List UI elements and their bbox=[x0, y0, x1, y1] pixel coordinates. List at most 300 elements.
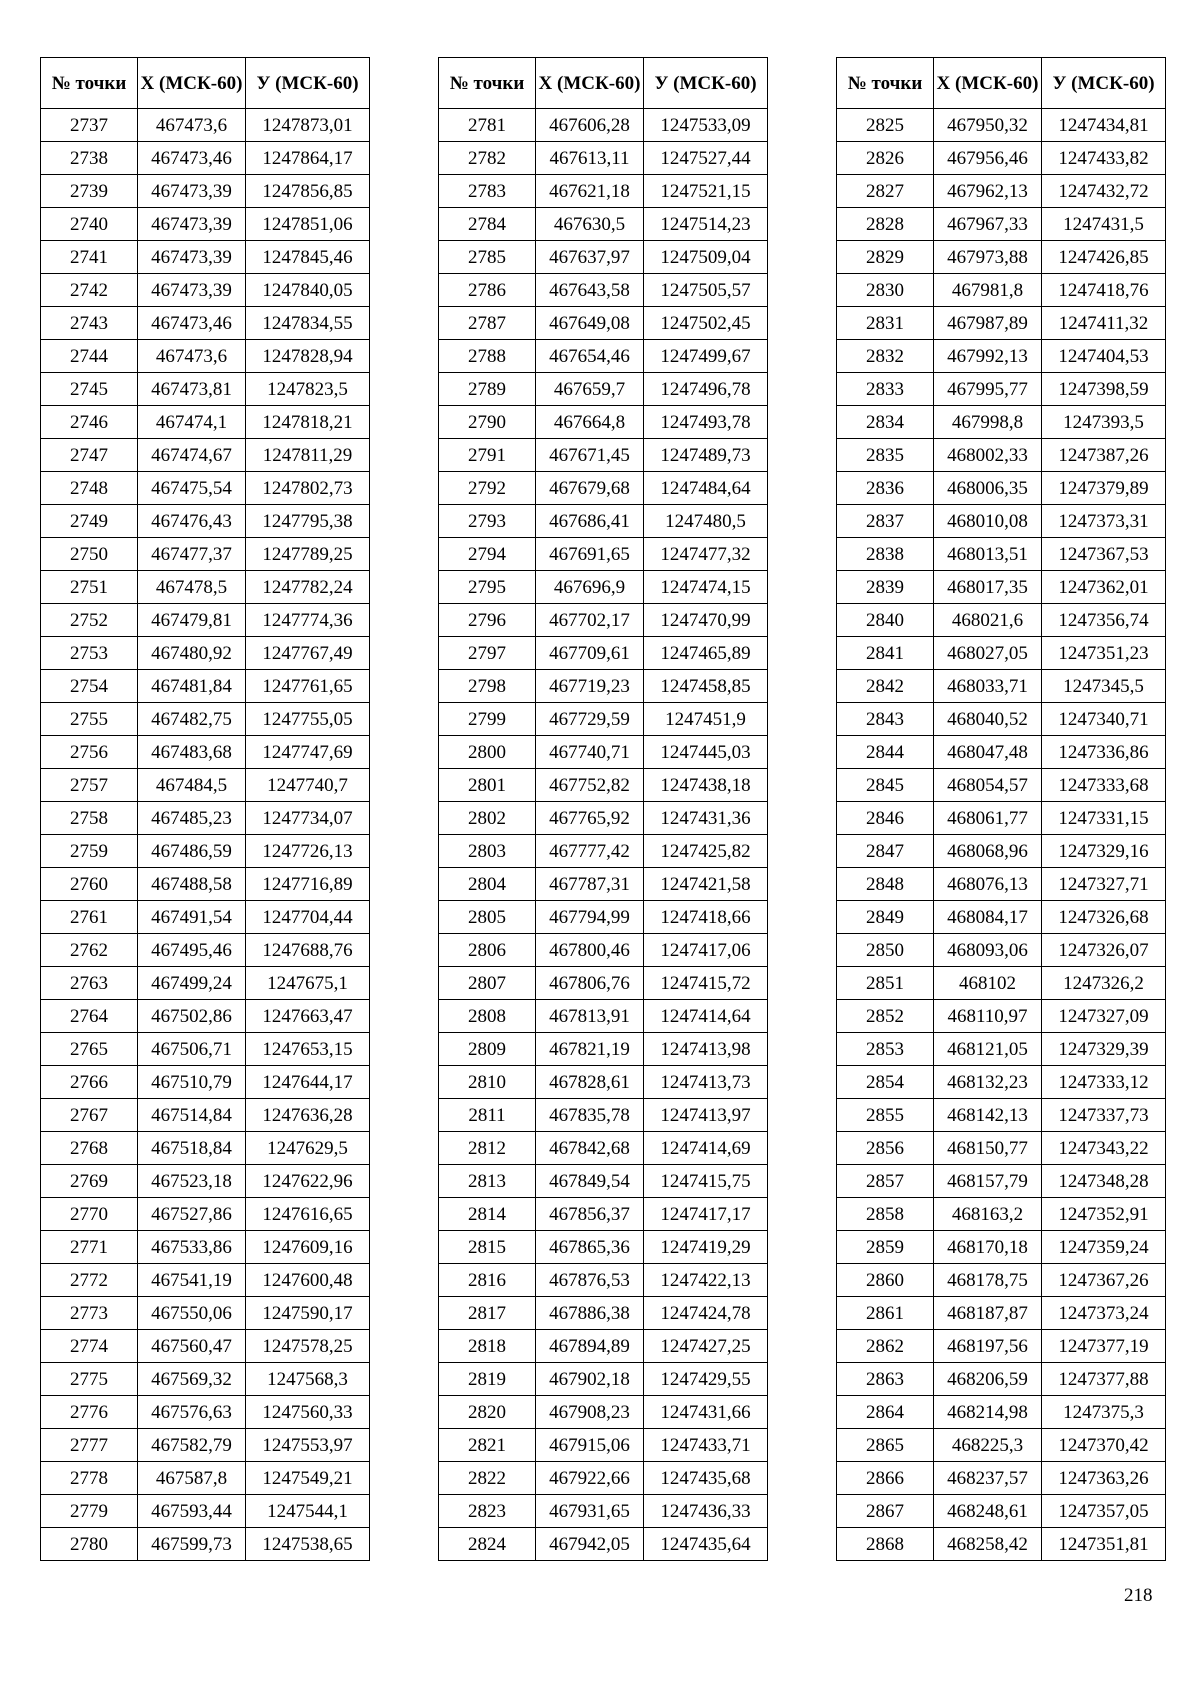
table-row bbox=[837, 274, 1166, 307]
table-row bbox=[41, 1066, 370, 1099]
table-row bbox=[41, 109, 370, 142]
cell-point-number: 2862 bbox=[837, 1330, 934, 1363]
cell-y-coordinate: 1247663,47 bbox=[246, 1000, 370, 1033]
cell-y-coordinate: 1247414,69 bbox=[644, 1132, 768, 1165]
cell-y-coordinate: 1247761,65 bbox=[246, 670, 370, 703]
cell-point-number: 2839 bbox=[837, 571, 934, 604]
cell-point-number: 2770 bbox=[41, 1198, 138, 1231]
cell-point-number: 2820 bbox=[439, 1396, 536, 1429]
cell-y-coordinate: 1247629,5 bbox=[246, 1132, 370, 1165]
cell-point-number: 2813 bbox=[439, 1165, 536, 1198]
cell-point-number: 2746 bbox=[41, 406, 138, 439]
table-row bbox=[439, 1132, 768, 1165]
cell-y-coordinate: 1247326,07 bbox=[1042, 934, 1166, 967]
table-row bbox=[41, 340, 370, 373]
table-row bbox=[439, 1363, 768, 1396]
cell-x-coordinate: 467950,32 bbox=[934, 109, 1042, 142]
cell-y-coordinate: 1247704,44 bbox=[246, 901, 370, 934]
cell-point-number: 2841 bbox=[837, 637, 934, 670]
table-row bbox=[439, 967, 768, 1000]
cell-y-coordinate: 1247509,04 bbox=[644, 241, 768, 274]
cell-x-coordinate: 468027,05 bbox=[934, 637, 1042, 670]
cell-x-coordinate: 468068,96 bbox=[934, 835, 1042, 868]
cell-x-coordinate: 467849,54 bbox=[536, 1165, 644, 1198]
cell-y-coordinate: 1247851,06 bbox=[246, 208, 370, 241]
cell-x-coordinate: 468013,51 bbox=[934, 538, 1042, 571]
cell-x-coordinate: 467740,71 bbox=[536, 736, 644, 769]
table-row bbox=[837, 1231, 1166, 1264]
cell-y-coordinate: 1247331,15 bbox=[1042, 802, 1166, 835]
cell-y-coordinate: 1247367,53 bbox=[1042, 538, 1166, 571]
cell-x-coordinate: 467902,18 bbox=[536, 1363, 644, 1396]
table-row bbox=[439, 1528, 768, 1561]
cell-point-number: 2806 bbox=[439, 934, 536, 967]
cell-y-coordinate: 1247514,23 bbox=[644, 208, 768, 241]
cell-point-number: 2737 bbox=[41, 109, 138, 142]
cell-x-coordinate: 468033,71 bbox=[934, 670, 1042, 703]
cell-point-number: 2775 bbox=[41, 1363, 138, 1396]
table-row bbox=[439, 109, 768, 142]
cell-point-number: 2749 bbox=[41, 505, 138, 538]
table-row bbox=[837, 1363, 1166, 1396]
table-row bbox=[439, 670, 768, 703]
cell-x-coordinate: 467473,39 bbox=[138, 208, 246, 241]
cell-point-number: 2844 bbox=[837, 736, 934, 769]
cell-x-coordinate: 467967,33 bbox=[934, 208, 1042, 241]
cell-y-coordinate: 1247549,21 bbox=[246, 1462, 370, 1495]
cell-x-coordinate: 467474,67 bbox=[138, 439, 246, 472]
cell-point-number: 2867 bbox=[837, 1495, 934, 1528]
cell-point-number: 2854 bbox=[837, 1066, 934, 1099]
cell-x-coordinate: 467599,73 bbox=[138, 1528, 246, 1561]
cell-y-coordinate: 1247326,2 bbox=[1042, 967, 1166, 1000]
cell-point-number: 2765 bbox=[41, 1033, 138, 1066]
cell-x-coordinate: 468121,05 bbox=[934, 1033, 1042, 1066]
cell-point-number: 2766 bbox=[41, 1066, 138, 1099]
cell-x-coordinate: 467709,61 bbox=[536, 637, 644, 670]
table-header-row bbox=[837, 58, 1166, 109]
table-row bbox=[41, 1429, 370, 1462]
table-row bbox=[41, 604, 370, 637]
cell-point-number: 2774 bbox=[41, 1330, 138, 1363]
table-row bbox=[837, 703, 1166, 736]
table-row bbox=[439, 406, 768, 439]
cell-x-coordinate: 467813,91 bbox=[536, 1000, 644, 1033]
cell-point-number: 2767 bbox=[41, 1099, 138, 1132]
cell-point-number: 2850 bbox=[837, 934, 934, 967]
cell-x-coordinate: 468102 bbox=[934, 967, 1042, 1000]
cell-y-coordinate: 1247427,25 bbox=[644, 1330, 768, 1363]
cell-x-coordinate: 467649,08 bbox=[536, 307, 644, 340]
table-row bbox=[439, 802, 768, 835]
cell-point-number: 2807 bbox=[439, 967, 536, 1000]
cell-point-number: 2868 bbox=[837, 1528, 934, 1561]
cell-y-coordinate: 1247828,94 bbox=[246, 340, 370, 373]
cell-x-coordinate: 467922,66 bbox=[536, 1462, 644, 1495]
cell-point-number: 2815 bbox=[439, 1231, 536, 1264]
table-row bbox=[41, 1297, 370, 1330]
table-row bbox=[41, 142, 370, 175]
cell-y-coordinate: 1247538,65 bbox=[246, 1528, 370, 1561]
cell-y-coordinate: 1247362,01 bbox=[1042, 571, 1166, 604]
cell-x-coordinate: 467491,54 bbox=[138, 901, 246, 934]
cell-x-coordinate: 467474,1 bbox=[138, 406, 246, 439]
table-row bbox=[837, 1264, 1166, 1297]
cell-x-coordinate: 468197,56 bbox=[934, 1330, 1042, 1363]
cell-point-number: 2823 bbox=[439, 1495, 536, 1528]
cell-y-coordinate: 1247415,72 bbox=[644, 967, 768, 1000]
table-row bbox=[837, 505, 1166, 538]
cell-x-coordinate: 467686,41 bbox=[536, 505, 644, 538]
cell-point-number: 2752 bbox=[41, 604, 138, 637]
cell-x-coordinate: 467664,8 bbox=[536, 406, 644, 439]
cell-y-coordinate: 1247425,82 bbox=[644, 835, 768, 868]
cell-x-coordinate: 468021,6 bbox=[934, 604, 1042, 637]
cell-y-coordinate: 1247493,78 bbox=[644, 406, 768, 439]
table-row bbox=[439, 307, 768, 340]
table-row bbox=[41, 1132, 370, 1165]
cell-point-number: 2810 bbox=[439, 1066, 536, 1099]
cell-point-number: 2836 bbox=[837, 472, 934, 505]
cell-y-coordinate: 1247393,5 bbox=[1042, 406, 1166, 439]
table-row bbox=[439, 439, 768, 472]
cell-y-coordinate: 1247470,99 bbox=[644, 604, 768, 637]
cell-x-coordinate: 467480,92 bbox=[138, 637, 246, 670]
page-number: 218 bbox=[1124, 1585, 1153, 1606]
table-row bbox=[837, 637, 1166, 670]
cell-point-number: 2821 bbox=[439, 1429, 536, 1462]
table-row bbox=[41, 769, 370, 802]
cell-x-coordinate: 468093,06 bbox=[934, 934, 1042, 967]
cell-y-coordinate: 1247435,64 bbox=[644, 1528, 768, 1561]
table-row bbox=[439, 1429, 768, 1462]
cell-point-number: 2779 bbox=[41, 1495, 138, 1528]
table-row bbox=[41, 1198, 370, 1231]
cell-x-coordinate: 467794,99 bbox=[536, 901, 644, 934]
cell-point-number: 2741 bbox=[41, 241, 138, 274]
cell-point-number: 2863 bbox=[837, 1363, 934, 1396]
cell-point-number: 2814 bbox=[439, 1198, 536, 1231]
cell-y-coordinate: 1247834,55 bbox=[246, 307, 370, 340]
cell-point-number: 2853 bbox=[837, 1033, 934, 1066]
table-row bbox=[41, 505, 370, 538]
cell-y-coordinate: 1247333,68 bbox=[1042, 769, 1166, 802]
cell-point-number: 2791 bbox=[439, 439, 536, 472]
cell-point-number: 2796 bbox=[439, 604, 536, 637]
cell-x-coordinate: 467606,28 bbox=[536, 109, 644, 142]
table-row bbox=[439, 1396, 768, 1429]
cell-y-coordinate: 1247747,69 bbox=[246, 736, 370, 769]
cell-point-number: 2842 bbox=[837, 670, 934, 703]
table-row bbox=[837, 1066, 1166, 1099]
cell-y-coordinate: 1247404,53 bbox=[1042, 340, 1166, 373]
cell-y-coordinate: 1247432,72 bbox=[1042, 175, 1166, 208]
cell-point-number: 2851 bbox=[837, 967, 934, 1000]
table-row bbox=[837, 109, 1166, 142]
table-row bbox=[41, 1330, 370, 1363]
cell-point-number: 2764 bbox=[41, 1000, 138, 1033]
cell-point-number: 2799 bbox=[439, 703, 536, 736]
table-row bbox=[41, 835, 370, 868]
cell-x-coordinate: 467702,17 bbox=[536, 604, 644, 637]
cell-x-coordinate: 467473,39 bbox=[138, 274, 246, 307]
cell-x-coordinate: 467876,53 bbox=[536, 1264, 644, 1297]
cell-point-number: 2743 bbox=[41, 307, 138, 340]
cell-y-coordinate: 1247734,07 bbox=[246, 802, 370, 835]
cell-point-number: 2776 bbox=[41, 1396, 138, 1429]
table-row bbox=[41, 670, 370, 703]
table-row bbox=[837, 1198, 1166, 1231]
cell-y-coordinate: 1247375,3 bbox=[1042, 1396, 1166, 1429]
table-row bbox=[439, 1165, 768, 1198]
table-row bbox=[837, 439, 1166, 472]
cell-point-number: 2755 bbox=[41, 703, 138, 736]
table-row bbox=[837, 241, 1166, 274]
cell-x-coordinate: 467987,89 bbox=[934, 307, 1042, 340]
cell-y-coordinate: 1247431,66 bbox=[644, 1396, 768, 1429]
cell-y-coordinate: 1247505,57 bbox=[644, 274, 768, 307]
cell-y-coordinate: 1247343,22 bbox=[1042, 1132, 1166, 1165]
cell-x-coordinate: 467473,39 bbox=[138, 241, 246, 274]
table-row bbox=[837, 901, 1166, 934]
cell-y-coordinate: 1247348,28 bbox=[1042, 1165, 1166, 1198]
cell-x-coordinate: 467613,11 bbox=[536, 142, 644, 175]
cell-point-number: 2801 bbox=[439, 769, 536, 802]
cell-point-number: 2738 bbox=[41, 142, 138, 175]
cell-x-coordinate: 468258,42 bbox=[934, 1528, 1042, 1561]
table-header-row bbox=[439, 58, 768, 109]
cell-y-coordinate: 1247387,26 bbox=[1042, 439, 1166, 472]
cell-y-coordinate: 1247352,91 bbox=[1042, 1198, 1166, 1231]
table-row bbox=[41, 1165, 370, 1198]
cell-y-coordinate: 1247590,17 bbox=[246, 1297, 370, 1330]
cell-point-number: 2771 bbox=[41, 1231, 138, 1264]
cell-x-coordinate: 467488,58 bbox=[138, 868, 246, 901]
cell-y-coordinate: 1247413,73 bbox=[644, 1066, 768, 1099]
cell-point-number: 2760 bbox=[41, 868, 138, 901]
table-row bbox=[439, 868, 768, 901]
table-row bbox=[41, 175, 370, 208]
cell-x-coordinate: 467587,8 bbox=[138, 1462, 246, 1495]
cell-y-coordinate: 1247477,32 bbox=[644, 538, 768, 571]
cell-x-coordinate: 467582,79 bbox=[138, 1429, 246, 1462]
cell-point-number: 2745 bbox=[41, 373, 138, 406]
cell-y-coordinate: 1247502,45 bbox=[644, 307, 768, 340]
cell-point-number: 2866 bbox=[837, 1462, 934, 1495]
cell-x-coordinate: 467502,86 bbox=[138, 1000, 246, 1033]
cell-y-coordinate: 1247474,15 bbox=[644, 571, 768, 604]
cell-point-number: 2754 bbox=[41, 670, 138, 703]
cell-y-coordinate: 1247726,13 bbox=[246, 835, 370, 868]
cell-point-number: 2859 bbox=[837, 1231, 934, 1264]
cell-x-coordinate: 467821,19 bbox=[536, 1033, 644, 1066]
cell-x-coordinate: 467621,18 bbox=[536, 175, 644, 208]
table-row bbox=[41, 1495, 370, 1528]
cell-point-number: 2803 bbox=[439, 835, 536, 868]
header-x-coordinate: X (МСК-60) bbox=[934, 58, 1042, 109]
cell-point-number: 2798 bbox=[439, 670, 536, 703]
cell-x-coordinate: 467800,46 bbox=[536, 934, 644, 967]
cell-y-coordinate: 1247431,5 bbox=[1042, 208, 1166, 241]
cell-y-coordinate: 1247445,03 bbox=[644, 736, 768, 769]
table-row bbox=[837, 967, 1166, 1000]
cell-y-coordinate: 1247418,76 bbox=[1042, 274, 1166, 307]
cell-point-number: 2865 bbox=[837, 1429, 934, 1462]
cell-y-coordinate: 1247600,48 bbox=[246, 1264, 370, 1297]
cell-point-number: 2845 bbox=[837, 769, 934, 802]
table-row bbox=[41, 1264, 370, 1297]
table-row bbox=[41, 934, 370, 967]
table-row bbox=[439, 472, 768, 505]
cell-point-number: 2762 bbox=[41, 934, 138, 967]
cell-point-number: 2757 bbox=[41, 769, 138, 802]
cell-y-coordinate: 1247458,85 bbox=[644, 670, 768, 703]
cell-y-coordinate: 1247373,24 bbox=[1042, 1297, 1166, 1330]
cell-y-coordinate: 1247755,05 bbox=[246, 703, 370, 736]
cell-y-coordinate: 1247496,78 bbox=[644, 373, 768, 406]
cell-x-coordinate: 467828,61 bbox=[536, 1066, 644, 1099]
cell-x-coordinate: 467765,92 bbox=[536, 802, 644, 835]
cell-point-number: 2788 bbox=[439, 340, 536, 373]
cell-point-number: 2856 bbox=[837, 1132, 934, 1165]
cell-y-coordinate: 1247424,78 bbox=[644, 1297, 768, 1330]
cell-y-coordinate: 1247421,58 bbox=[644, 868, 768, 901]
cell-point-number: 2778 bbox=[41, 1462, 138, 1495]
table-row bbox=[439, 340, 768, 373]
table-row bbox=[439, 1000, 768, 1033]
cell-y-coordinate: 1247413,97 bbox=[644, 1099, 768, 1132]
table-row bbox=[41, 274, 370, 307]
coordinates-table-1 bbox=[40, 57, 370, 1561]
cell-y-coordinate: 1247774,36 bbox=[246, 604, 370, 637]
cell-point-number: 2837 bbox=[837, 505, 934, 538]
cell-y-coordinate: 1247435,68 bbox=[644, 1462, 768, 1495]
table-row bbox=[41, 307, 370, 340]
table-row bbox=[439, 769, 768, 802]
cell-y-coordinate: 1247433,82 bbox=[1042, 142, 1166, 175]
cell-y-coordinate: 1247367,26 bbox=[1042, 1264, 1166, 1297]
cell-x-coordinate: 467659,7 bbox=[536, 373, 644, 406]
cell-x-coordinate: 467473,81 bbox=[138, 373, 246, 406]
cell-x-coordinate: 467973,88 bbox=[934, 241, 1042, 274]
coordinates-table-3 bbox=[836, 57, 1166, 1561]
cell-y-coordinate: 1247533,09 bbox=[644, 109, 768, 142]
cell-x-coordinate: 467476,43 bbox=[138, 505, 246, 538]
cell-x-coordinate: 467510,79 bbox=[138, 1066, 246, 1099]
cell-y-coordinate: 1247568,3 bbox=[246, 1363, 370, 1396]
cell-x-coordinate: 468163,2 bbox=[934, 1198, 1042, 1231]
cell-point-number: 2840 bbox=[837, 604, 934, 637]
cell-x-coordinate: 468047,48 bbox=[934, 736, 1042, 769]
cell-x-coordinate: 467569,32 bbox=[138, 1363, 246, 1396]
table-row bbox=[41, 208, 370, 241]
cell-x-coordinate: 467956,46 bbox=[934, 142, 1042, 175]
cell-x-coordinate: 467894,89 bbox=[536, 1330, 644, 1363]
table-row bbox=[439, 736, 768, 769]
cell-y-coordinate: 1247716,89 bbox=[246, 868, 370, 901]
table-row bbox=[41, 868, 370, 901]
cell-y-coordinate: 1247644,17 bbox=[246, 1066, 370, 1099]
table-row bbox=[837, 1528, 1166, 1561]
header-x-coordinate: X (МСК-60) bbox=[138, 58, 246, 109]
table-row bbox=[837, 1099, 1166, 1132]
table-row bbox=[41, 538, 370, 571]
cell-x-coordinate: 467550,06 bbox=[138, 1297, 246, 1330]
cell-y-coordinate: 1247527,44 bbox=[644, 142, 768, 175]
cell-y-coordinate: 1247414,64 bbox=[644, 1000, 768, 1033]
cell-y-coordinate: 1247795,38 bbox=[246, 505, 370, 538]
cell-point-number: 2751 bbox=[41, 571, 138, 604]
table-row bbox=[837, 538, 1166, 571]
table-row bbox=[41, 1363, 370, 1396]
table-row bbox=[41, 1000, 370, 1033]
cell-point-number: 2794 bbox=[439, 538, 536, 571]
table-row bbox=[837, 1429, 1166, 1462]
cell-point-number: 2768 bbox=[41, 1132, 138, 1165]
cell-point-number: 2753 bbox=[41, 637, 138, 670]
cell-x-coordinate: 467533,86 bbox=[138, 1231, 246, 1264]
table-row bbox=[41, 439, 370, 472]
table-row bbox=[41, 1462, 370, 1495]
cell-y-coordinate: 1247336,86 bbox=[1042, 736, 1166, 769]
table-row bbox=[837, 868, 1166, 901]
cell-point-number: 2784 bbox=[439, 208, 536, 241]
cell-y-coordinate: 1247616,65 bbox=[246, 1198, 370, 1231]
cell-y-coordinate: 1247429,55 bbox=[644, 1363, 768, 1396]
cell-point-number: 2748 bbox=[41, 472, 138, 505]
cell-y-coordinate: 1247333,12 bbox=[1042, 1066, 1166, 1099]
cell-x-coordinate: 468187,87 bbox=[934, 1297, 1042, 1330]
table-row bbox=[837, 802, 1166, 835]
cell-x-coordinate: 468076,13 bbox=[934, 868, 1042, 901]
cell-x-coordinate: 468237,57 bbox=[934, 1462, 1042, 1495]
cell-y-coordinate: 1247363,26 bbox=[1042, 1462, 1166, 1495]
table-row bbox=[41, 1033, 370, 1066]
cell-point-number: 2838 bbox=[837, 538, 934, 571]
cell-y-coordinate: 1247560,33 bbox=[246, 1396, 370, 1429]
cell-point-number: 2750 bbox=[41, 538, 138, 571]
table-row bbox=[837, 1132, 1166, 1165]
cell-y-coordinate: 1247434,81 bbox=[1042, 109, 1166, 142]
cell-y-coordinate: 1247431,36 bbox=[644, 802, 768, 835]
cell-point-number: 2846 bbox=[837, 802, 934, 835]
cell-y-coordinate: 1247782,24 bbox=[246, 571, 370, 604]
cell-x-coordinate: 467523,18 bbox=[138, 1165, 246, 1198]
cell-x-coordinate: 467475,54 bbox=[138, 472, 246, 505]
cell-y-coordinate: 1247418,66 bbox=[644, 901, 768, 934]
cell-y-coordinate: 1247688,76 bbox=[246, 934, 370, 967]
cell-point-number: 2785 bbox=[439, 241, 536, 274]
cell-y-coordinate: 1247436,33 bbox=[644, 1495, 768, 1528]
cell-x-coordinate: 467630,5 bbox=[536, 208, 644, 241]
cell-x-coordinate: 467506,71 bbox=[138, 1033, 246, 1066]
table-row bbox=[837, 571, 1166, 604]
table-row bbox=[439, 835, 768, 868]
table-row bbox=[41, 406, 370, 439]
cell-point-number: 2819 bbox=[439, 1363, 536, 1396]
cell-y-coordinate: 1247377,19 bbox=[1042, 1330, 1166, 1363]
cell-x-coordinate: 467593,44 bbox=[138, 1495, 246, 1528]
cell-y-coordinate: 1247864,17 bbox=[246, 142, 370, 175]
cell-y-coordinate: 1247553,97 bbox=[246, 1429, 370, 1462]
cell-point-number: 2804 bbox=[439, 868, 536, 901]
cell-point-number: 2739 bbox=[41, 175, 138, 208]
cell-y-coordinate: 1247357,05 bbox=[1042, 1495, 1166, 1528]
cell-y-coordinate: 1247451,9 bbox=[644, 703, 768, 736]
table-row bbox=[439, 703, 768, 736]
cell-y-coordinate: 1247873,01 bbox=[246, 109, 370, 142]
cell-point-number: 2782 bbox=[439, 142, 536, 175]
